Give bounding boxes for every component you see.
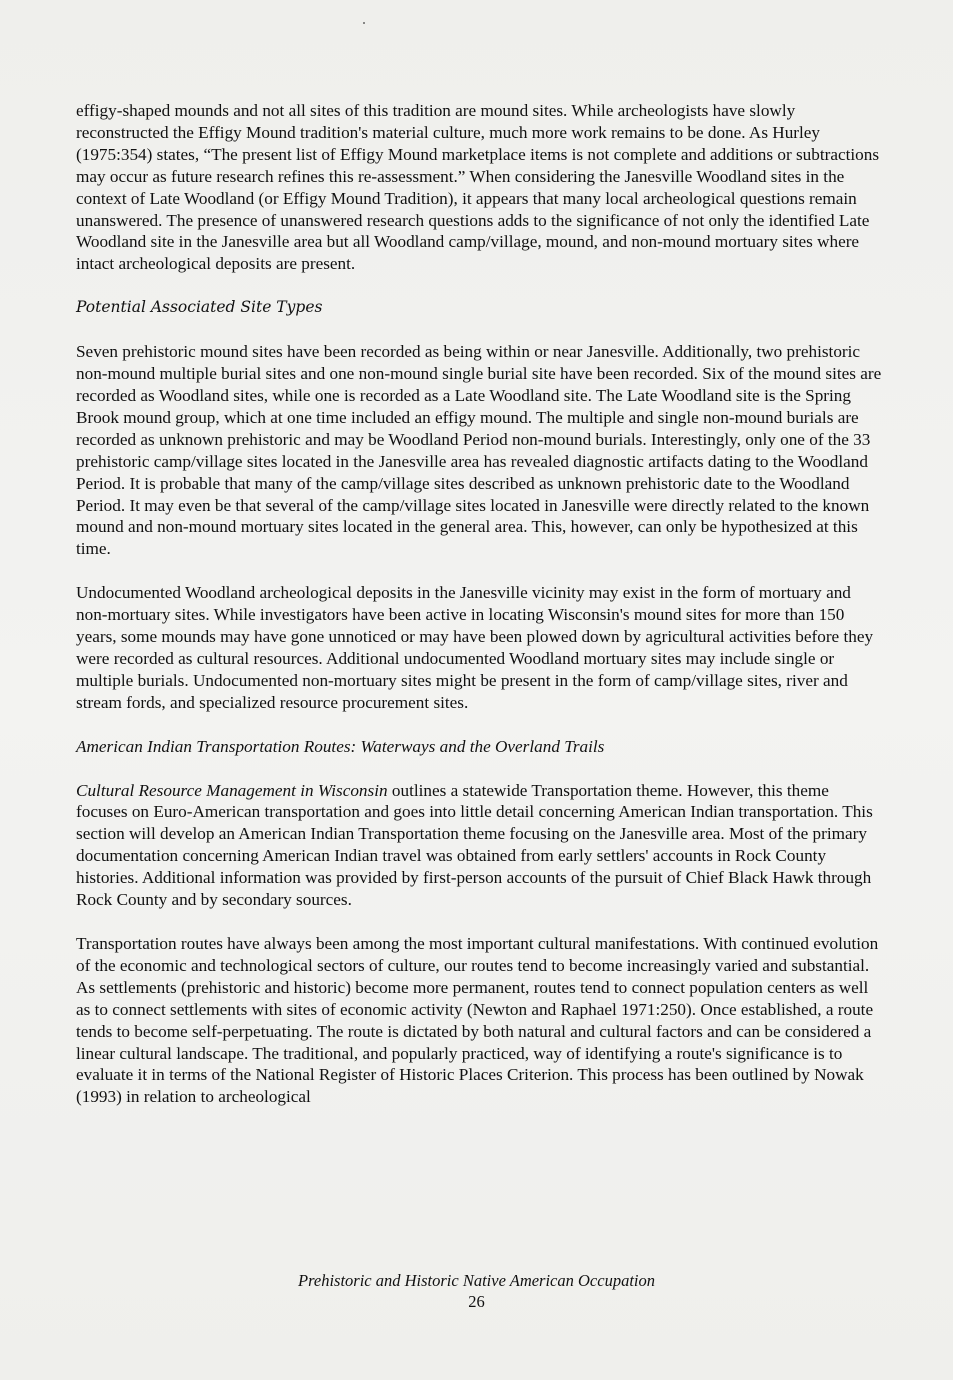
paragraph-transportation-theme-text: outlines a statewide Transportation theme. However, this theme focuses on Euro-American transportation and goes into little detail concerning American Indian transportation. This section will develop an American Indian Transportation theme focusing on the Janesville area. Most of the primary documentation concerning American Indian travel was obtained from early settlers' accounts in Rock County histories. Additional information was provided by first-person accounts of the pursuit of Chief Black Hawk through Rock County and by secondary sources. xyxy=(76,780,873,910)
section-heading-potential-associated-site-types: Potential Associated Site Types xyxy=(76,298,323,317)
book-title-reference: Cultural Resource Management in Wisconsin xyxy=(76,780,388,800)
paragraph-effigy-mound: effigy-shaped mounds and not all sites of this tradition are mound sites. While archeologists have slowly reconstructed the Effigy Mound tradition's material culture, much more work remains to be done. As Hurley (1975:354) states, “The present list of Effigy Mound marketplace items is not complete and additions or subtractions may occur as future research refines this re-assessment.” When considering the Janesville Woodland sites in the context of Late Woodland (or Effigy Mound Tradition), it appears that many local archeological questions remain unanswered. The presence of unanswered research questions adds to the significance of not only the identified Late Woodland site in the Janesville area but all Woodland camp/village, mound, and non-mound mortuary sites where intact archeological deposits are present. xyxy=(76,101,880,274)
body-text xyxy=(76,100,882,1130)
paragraph-transportation-routes: Transportation routes have always been among the most important cultural manifestations. With continued evolution of the economic and technological sectors of culture, our routes tend to become increasingly varied and substantial. As settlements (prehistoric and historic) become more permanent, routes tend to connect population centers as well as to connect settlements with sites of economic activity (Newton and Raphael 1971:250). Once established, a route tends to become self-perpetuating. The route is dictated by both natural and cultural factors and can be considered a linear cultural landscape. The traditional, and popularly practiced, way of identifying a route's significance is to evaluate it in terms of the National Register of Historic Places Criterion. This process has been outlined by Nowak (1993) in relation to archeological xyxy=(76,934,879,1107)
page-number: 26 xyxy=(468,1292,485,1311)
section-heading-transportation-routes: American Indian Transportation Routes: Waterways and the Overland Trails xyxy=(76,736,605,756)
paragraph-undocumented-deposits: Undocumented Woodland archeological deposits in the Janesville vicinity may exist in the form of mortuary and non-mortuary sites. While investigators have been active in locating Wisconsin's mound sites for more than 150 years, some mounds may have gone unnoticed or may have been plowed down by agricultural activities before they were recorded as cultural resources. Additional undocumented Woodland mortuary sites may include single or multiple burials. Undocumented non-mortuary sites might be present in the form of camp/village sites, river and stream fords, and specialized resource procurement sites. xyxy=(76,583,874,712)
scan-speck xyxy=(363,22,365,24)
paragraph-transportation-theme xyxy=(76,780,882,911)
paragraph-mound-sites: Seven prehistoric mound sites have been recorded as being within or near Janesville. Additionally, two prehistoric non-mound multiple burial sites and one non-mound single burial site have been recorded. Six of the mound sites are recorded as Woodland sites, while one is recorded as a Late Woodland site. The Late Woodland site is the Spring Brook mound group, which at one time included an effigy mound. The multiple and single non-mound burials are recorded as unknown prehistoric and may be Woodland Period non-mound burials. Interestingly, only one of the 33 prehistoric camp/village sites located in the Janesville area has revealed diagnostic artifacts dating to the Woodland Period. It is probable that many of the camp/village sites described as unknown prehistoric date to the Woodland Period. It may even be that several of the camp/village sites located in Janesville were directly related to the known mound and non-mound mortuary sites located in the general area. This, however, can only be hypothesized at this time. xyxy=(76,342,882,559)
footer-title: Prehistoric and Historic Native American Occupation xyxy=(298,1271,655,1290)
